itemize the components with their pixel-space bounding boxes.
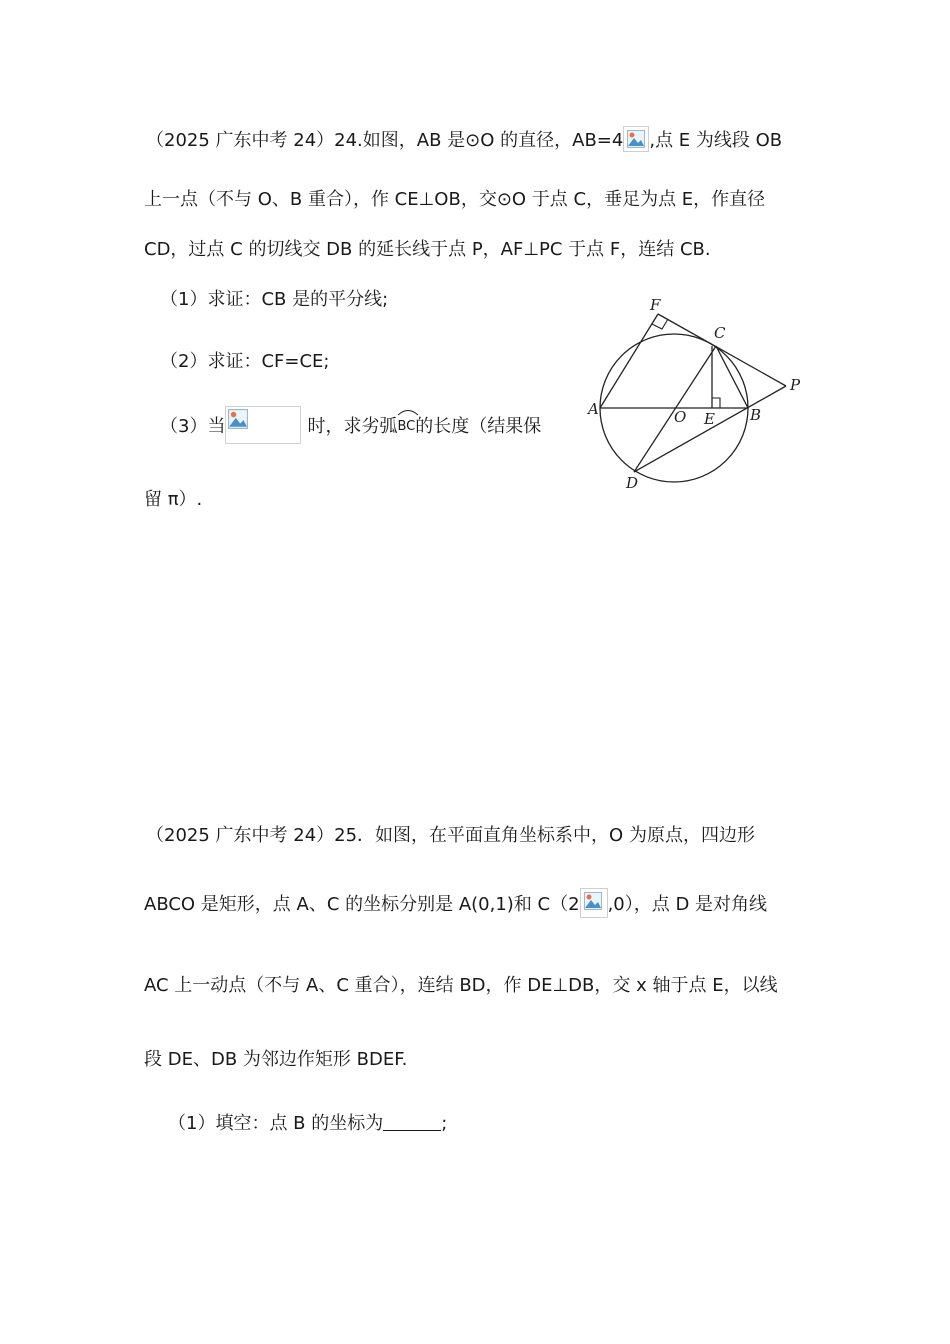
label-b: B — [750, 406, 762, 424]
p25-question-1 — [168, 1112, 447, 1136]
p24-line-1-text-a: （2025 广东中考 24）24.如图，AB 是⊙O 的直径，AB=4 — [146, 130, 624, 151]
p24-line-1-text-b: ,点 E 为线段 OB — [649, 130, 783, 151]
p25-line-3: AC 上一动点（不与 A、C 重合），连结 BD，作 DE⊥DB，交 x 轴于点 E，以线 — [144, 975, 778, 996]
label-a: A — [588, 400, 599, 418]
p24-question-2: （2）求证：CF=CE; — [160, 351, 330, 372]
p25-line-2-text-a: ABCO 是矩形，点 A、C 的坐标分别是 A(0,1)和 C（2 — [144, 894, 580, 915]
label-f: F — [650, 296, 661, 314]
p24-q3-text-b: 时，求劣弧 — [307, 416, 398, 437]
p25-line-2-text-b: ,0），点 D 是对角线 — [607, 894, 768, 915]
segment-dp — [634, 386, 786, 472]
arc-bc-text: BC — [397, 419, 416, 434]
label-p: P — [790, 376, 801, 394]
p24-q3-text-a: （3）当 — [160, 416, 226, 437]
arc-bc-label — [397, 415, 415, 439]
p24-line-1 — [146, 126, 782, 153]
geometry-figure — [582, 294, 812, 504]
label-c: C — [714, 324, 726, 342]
p24-q3-text-c: 的长度（结果保 — [415, 416, 542, 437]
broken-image-icon — [580, 888, 608, 918]
p24-question-3-cont: 留 π）. — [144, 489, 203, 510]
p25-line-2 — [144, 888, 767, 918]
p24-line-3: CD，过点 C 的切线交 DB 的延长线于点 P，AF⊥PC 于点 F，连结 CB. — [144, 239, 711, 260]
p25-q1-text-a: （1）填空：点 B 的坐标为 — [168, 1113, 384, 1134]
p24-question-3 — [160, 406, 541, 444]
broken-image-icon — [225, 406, 301, 444]
right-angle-e — [712, 398, 720, 408]
p24-question-1: （1）求证：CB 是的平分线; — [160, 289, 389, 310]
broken-image-icon — [623, 126, 649, 152]
arc-symbol-icon — [397, 408, 419, 416]
answer-blank[interactable] — [383, 1112, 441, 1131]
p25-line-4: 段 DE、DB 为邻边作矩形 BDEF. — [144, 1049, 408, 1070]
p25-q1-text-b: ; — [441, 1113, 448, 1134]
segment-af — [600, 314, 658, 408]
p24-line-2: 上一点（不与 O、B 重合），作 CE⊥OB，交⊙O 于点 C，垂足为点 E，作直径 — [144, 189, 766, 210]
p25-line-1: （2025 广东中考 24）25．如图，在平面直角坐标系中，O 为原点，四边形 — [146, 825, 755, 846]
label-e: E — [704, 410, 715, 428]
label-d: D — [626, 474, 639, 492]
label-o: O — [674, 408, 687, 426]
